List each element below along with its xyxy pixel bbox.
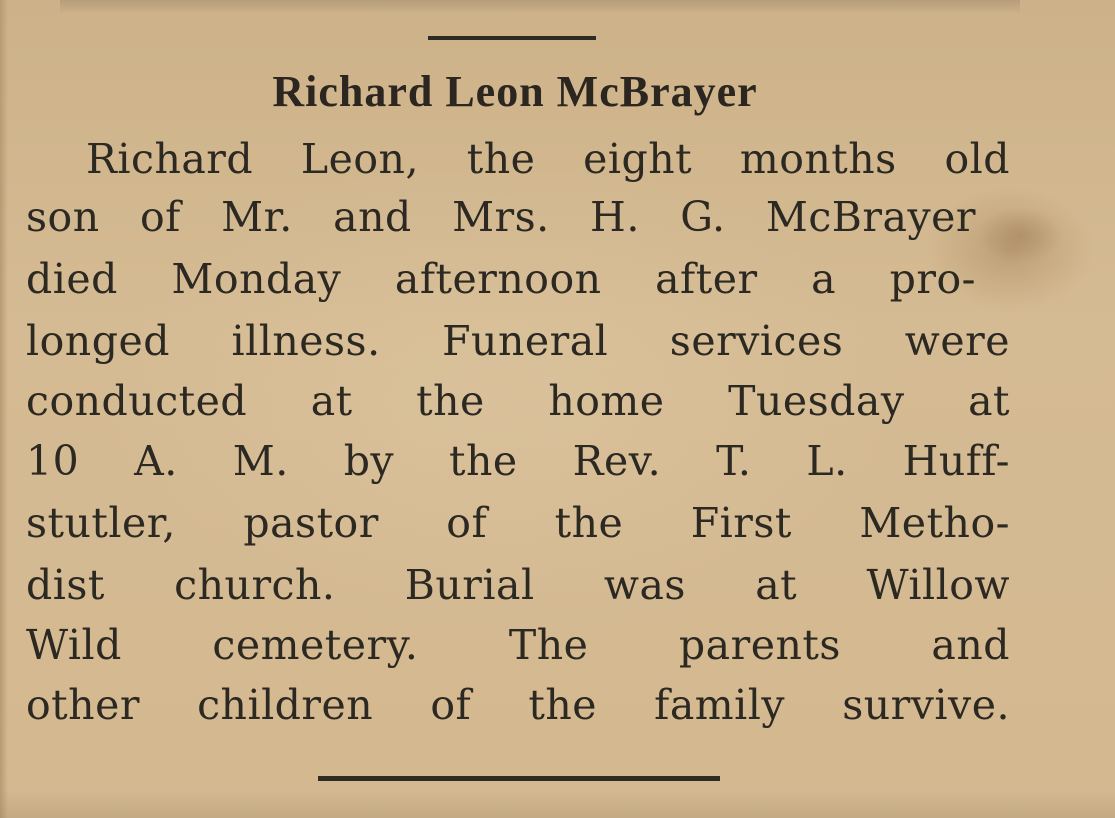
body-line: 10 A. M. by the Rev. T. L. Huff- bbox=[26, 437, 1010, 485]
body-line: Richard Leon, the eight months old bbox=[86, 135, 1010, 183]
body-line: stutler, pastor of the First Metho- bbox=[26, 499, 1010, 547]
body-line: longed illness. Funeral services were bbox=[26, 317, 1010, 365]
body-line: dist church. Burial was at Willow bbox=[26, 561, 1010, 609]
body-line: died Monday afternoon after a pro- bbox=[26, 255, 976, 303]
body-line: Wild cemetery. The parents and bbox=[26, 621, 1010, 669]
body-line: other children of the family survive. bbox=[26, 681, 1010, 729]
bottom-divider-rule bbox=[318, 776, 720, 781]
body-line: conducted at the home Tuesday at bbox=[26, 377, 1010, 425]
body-line: son of Mr. and Mrs. H. G. McBrayer bbox=[26, 193, 976, 241]
obituary-headline: Richard Leon McBrayer bbox=[272, 67, 758, 116]
